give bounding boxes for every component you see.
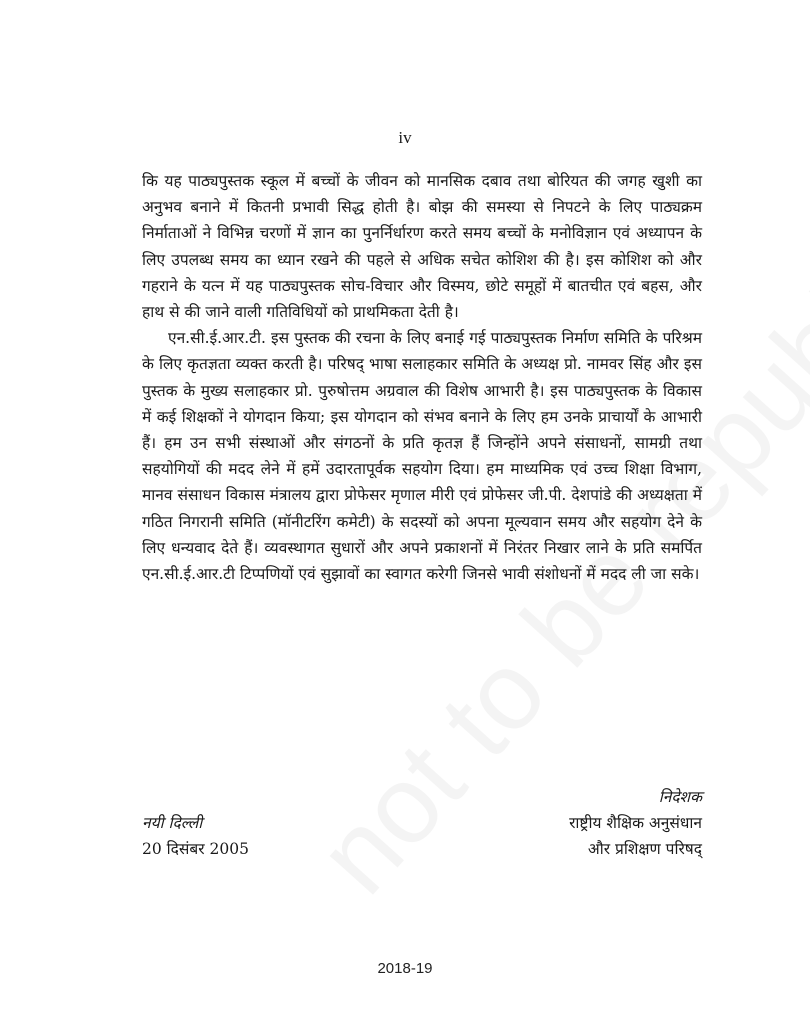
place: नयी दिल्ली — [142, 814, 203, 832]
organization-line-1: राष्ट्रीय शैक्षिक अनुसंधान — [569, 814, 702, 832]
place-date-block — [142, 810, 249, 862]
organization-line-2: और प्रशिक्षण परिषद् — [587, 840, 702, 858]
paragraph-1: कि यह पाठ्यपुस्तक स्कूल में बच्चों के जीवन को मानसिक दबाव तथा बोरियत की जगह खुशी का अनुभव बनाने में कितनी प्रभावी सिद्ध होती है। बोझ की समस्या से निपटने के लिए पाठ्यक्रम निर्माताओं ने विभिन्न चरणों में ज्ञान का पुनर्निर्धारण करते समय बच्चों के मनोविज्ञान एवं अध्यापन के लिए उपलब्ध समय का ध्यान रखने की पहले से अधिक सचेत कोशिश की है। इस कोशिश को और गहराने के यत्न में यह पाठ्यपुस्तक सोच-विचार और विस्मय, छोटे समूहों में बातचीत एवं बहस, और हाथ से की जाने वाली गतिविधियों को प्राथमिकता देती है। — [142, 172, 702, 322]
paragraph-2: एन.सी.ई.आर.टी. इस पुस्तक की रचना के लिए बनाई गई पाठ्यपुस्तक निर्माण समिति के परिश्रम के लिए कृतज्ञता व्यक्त करती है। परिषद् भाषा सलाहकार समिति के अध्यक्ष प्रो. नामवर सिंह और इस पुस्तक के मुख्य सलाहकार प्रो. पुरुषोत्तम अग्रवाल की विशेष आभारी है। इस पाठ्यपुस्तक के विकास में कई शिक्षकों ने योगदान किया; इस योगदान को संभव बनाने के लिए हम उनके प्राचार्यों के आभारी हैं। हम उन सभी संस्थाओं और संगठनों के प्रति कृतज्ञ हैं जिन्होंने अपने संसाधनों, सामग्री तथा सहयोगियों की मदद लेने में हमें उदारतापूर्वक सहयोग दिया। हम माध्यमिक एवं उच्च शिक्षा विभाग, मानव संसाधन विकास मंत्रालय द्वारा प्रोफेसर मृणाल मीरी एवं प्रोफेसर जी.पी. देशपांडे की अध्यक्षता में गठित निगरानी समिति (मॉनीटरिंग कमेटी) के सदस्यों को अपना मूल्यवान समय और सहयोग देने के लिए धन्यवाद देते हैं। व्यवस्थागत सुधारों और अपने प्रकाशनों में निरंतर निखार लाने के प्रति समर्पित एन.सी.ई.आर.टी टिप्पणियों एवं सुझावों का स्वागत करेगी जिनसे भावी संशोधनों में मदद ली जा सके। — [142, 329, 702, 584]
footer-year: 2018-19 — [377, 960, 433, 977]
date: 20 दिसंबर 2005 — [142, 840, 249, 858]
signature-block — [569, 784, 702, 862]
body-text — [142, 168, 702, 587]
page-number: iv — [398, 128, 412, 147]
signatory-title: निदेशक — [658, 788, 702, 806]
